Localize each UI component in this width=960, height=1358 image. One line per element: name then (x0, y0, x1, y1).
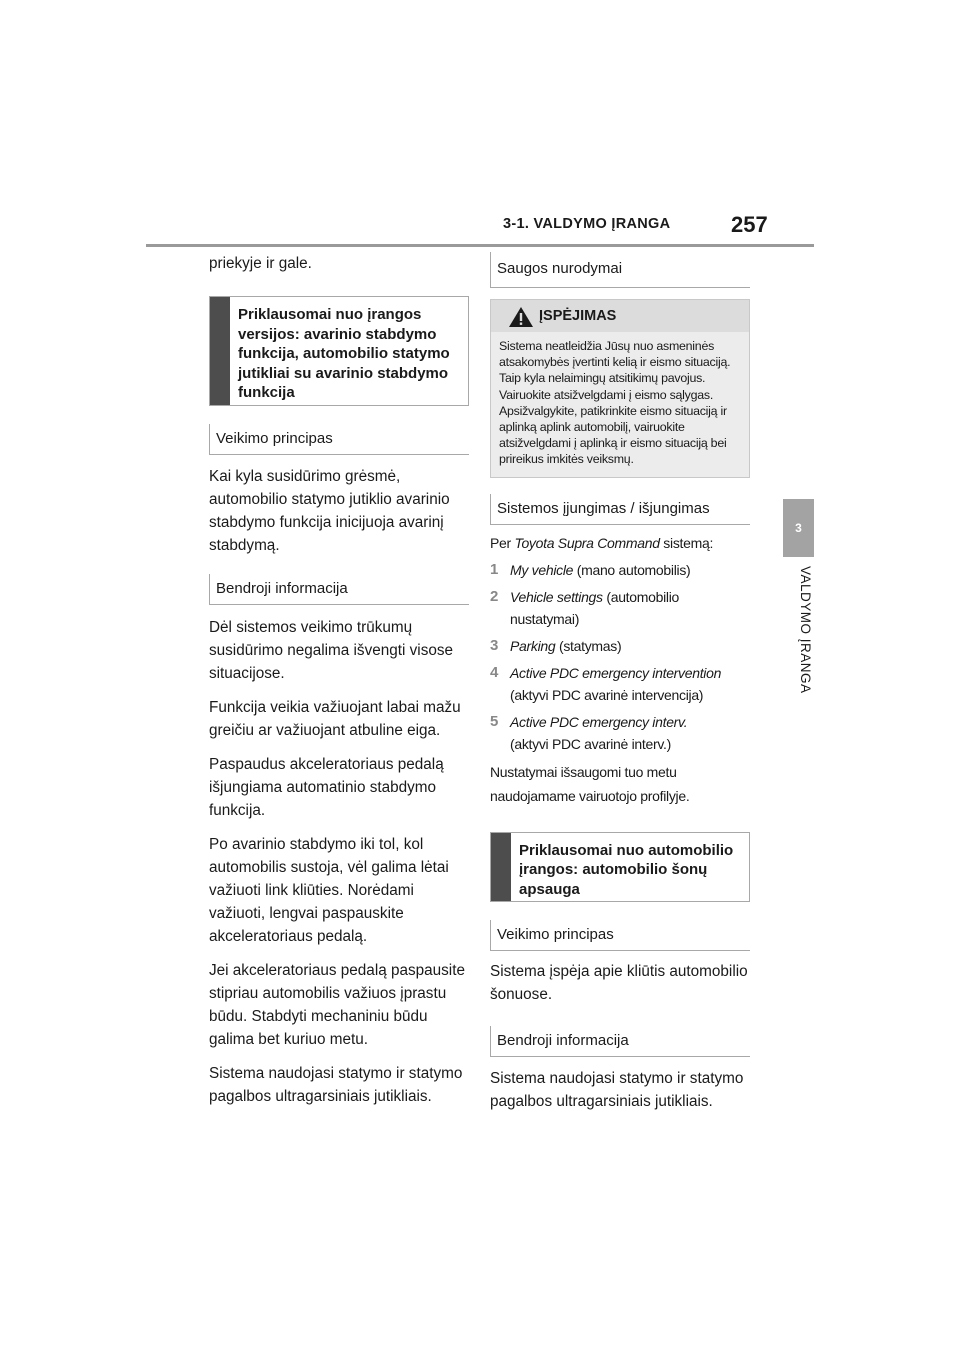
box-bar (491, 833, 511, 901)
section-title: 3-1. VALDYMO ĮRANGA (503, 216, 671, 232)
header-rule (146, 244, 814, 247)
page-number: 257 (731, 212, 768, 237)
step-italic: Active PDC emergency intervention (510, 664, 722, 681)
warning-title: ĮSPĖJIMAS (539, 308, 617, 324)
step-item (490, 662, 750, 706)
paragraph: Sistema naudojasi statymo ir statymo pagalbos ultragarsiniais jutikliais. (490, 1069, 744, 1110)
warning-triangle-icon (508, 306, 534, 328)
paragraph: Paspaudus akceleratoriaus pedalą išjungiama automatinio stabdymo funkcija. (209, 756, 444, 819)
step-number: 5 (490, 712, 499, 730)
box-title: Priklausomai nuo įrangos versijos: avarinio stabdymo funkcija, automobilio statymo jutikliai su avarinio stabdymo funkcija (238, 306, 450, 401)
warning-box (490, 299, 750, 478)
subheading-safety: Saugos nurodymai (490, 252, 750, 288)
step-normal: (statymas) (555, 637, 622, 654)
chapter-tab: 3 (783, 499, 814, 557)
warning-header (491, 300, 749, 332)
right-column (490, 252, 750, 1113)
via-pre: Per (490, 534, 515, 551)
chapter-side-label: VALDYMO ĮRANGA (798, 566, 813, 694)
step-number: 1 (490, 560, 499, 578)
saved-note: Nustatymai išsaugomi tuo metu naudojamame vairuotojo profilyje. (490, 763, 690, 804)
step-continuation: nustatymai) (510, 610, 580, 627)
paragraph: Funkcija veikia važiuojant labai mažu greičiu ar važiuojant atbuline eiga. (209, 699, 461, 739)
via-post: sistemą: (659, 534, 714, 551)
step-item (490, 559, 750, 581)
step-number: 3 (490, 636, 499, 654)
subheading-general: Bendroji informacija (490, 1026, 750, 1057)
step-item (490, 635, 750, 657)
warning-text: Sistema neatleidžia Jūsų nuo asmeninės atsakomybės įvertinti kelią ir eismo situaciją. Taip kyla nelaimingų atsitikimų pavojus. Vairuokite atsižvelgdami į eismo sąlygas. Apsižvalgykite, patikrinkite eismo situaciją ir aplinką aplink automobilį, vairuokite atsižvelgdami į aplinką ir eismo situaciją bei prireikus imkitės veiksmų. (499, 339, 731, 467)
intro-text: priekyje ir gale. (209, 255, 312, 272)
step-number: 2 (490, 587, 499, 605)
subheading-general: Bendroji informacija (209, 574, 469, 605)
paragraph: Jei akceleratoriaus pedalą paspausite stipriau automobilis važiuos įprastu būdu. Stabdyti mechaniniu būdu galima bet kuriuo metu. (209, 962, 465, 1048)
equipment-box-side-protection (490, 832, 750, 902)
menu-path-intro (490, 532, 750, 554)
box-title: Priklausomai nuo automobilio įrangos: automobilio šonų apsauga (519, 841, 734, 898)
step-normal: (automobilio (602, 588, 680, 605)
step-italic: Parking (510, 637, 556, 654)
box-bar (210, 297, 230, 405)
paragraph: Sistema naudojasi statymo ir statymo pagalbos ultragarsiniais jutikliais. (209, 1065, 463, 1105)
via-italic: Toyota Supra Command (514, 534, 660, 551)
step-italic: Active PDC emergency interv. (510, 713, 688, 730)
paragraph: Dėl sistemos veikimo trūkumų susidūrimo negalima išvengti visose situacijose. (209, 619, 454, 682)
step-italic: My vehicle (510, 561, 574, 578)
steps-list (490, 559, 750, 755)
subheading-principle: Veikimo principas (490, 920, 750, 951)
paragraph: Po avarinio stabdymo iki tol, kol automobilis sustoja, vėl galima lėtai važiuoti link kliūties. Norėdami važiuoti, lengvai paspauskite akceleratoriaus pedalą. (209, 836, 449, 945)
step-number: 4 (490, 663, 499, 681)
step-continuation: (aktyvi PDC avarinė intervencija) (510, 686, 704, 703)
left-column (209, 252, 469, 1108)
step-item (490, 711, 750, 755)
paragraph: Kai kyla susidūrimo grėsmė, automobilio statymo jutiklio avarinio stabdymo funkcija inicijuoja avarinį stabdymą. (209, 468, 450, 554)
step-normal: (mano automobilis) (573, 561, 691, 578)
step-italic: Vehicle settings (510, 588, 603, 605)
step-continuation: (aktyvi PDC avarinė interv.) (510, 735, 671, 752)
equipment-box-emergency-brake (209, 296, 469, 406)
subheading-on-off: Sistemos įjungimas / išjungimas (490, 494, 750, 525)
paragraph: Sistema įspėja apie kliūtis automobilio šonuose. (490, 962, 748, 1003)
step-item (490, 586, 750, 630)
subheading-principle: Veikimo principas (209, 424, 469, 455)
